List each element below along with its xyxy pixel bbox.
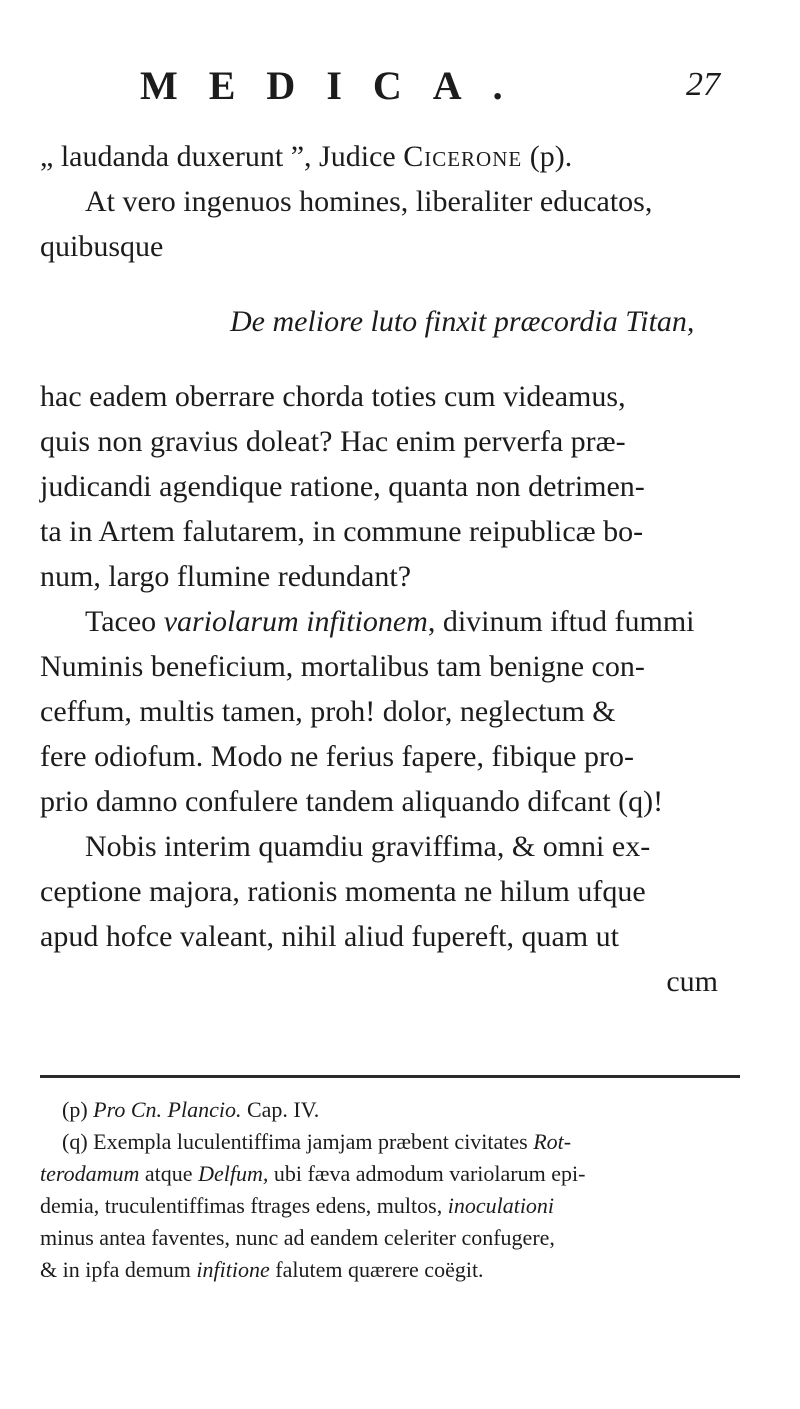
footnotes [40, 1094, 740, 1286]
text-line: „ laudanda duxerunt ”, Judice Cicerone (p). [40, 140, 573, 173]
text-line: ceptione majora, rationis momenta ne hilum ufque [40, 875, 646, 908]
text-line: prio damno confulere tandem aliquando difcant (q)! [40, 785, 664, 818]
text-line: Numinis beneficium, mortalibus tam benigne con- [40, 650, 645, 683]
text-line: fere odiofum. Modo ne ferius fapere, fibique pro- [40, 740, 634, 773]
footnote-line: & in ipfa demum infitione falutem quærere coëgit. [40, 1257, 484, 1282]
text-line: Nobis interim quamdiu graviffima, & omni ex- [85, 830, 651, 863]
page-number: 27 [686, 66, 720, 103]
text-line: num, largo flumine redundant? [40, 560, 412, 593]
italic-term: variolarum infitionem [163, 605, 428, 638]
text-line: quibusque [40, 230, 164, 263]
verse-quotation: De meliore luto finxit præcordia Titan, [230, 305, 695, 338]
text-line: ta in Artem falutarem, in commune reipublicæ bo- [40, 515, 644, 548]
text-line: Taceo variolarum infitionem, divinum iftud fummi [85, 605, 695, 638]
footnote-line: minus antea faventes, nunc ad eandem celeriter confugere, [40, 1225, 555, 1250]
main-text [40, 134, 740, 1004]
footnote-q: (q) Exempla luculentiffima jamjam præbent civitates Rot- [62, 1129, 572, 1154]
footnote-p: (p) Pro Cn. Plancio. Cap. IV. [62, 1097, 320, 1122]
catchword: cum [666, 965, 718, 998]
running-title: MEDICA. [140, 63, 534, 108]
footnote-line: terodamum atque Delfum, ubi fæva admodum variolarum epi- [40, 1161, 586, 1186]
running-head [140, 62, 720, 110]
text-line: hac eadem oberrare chorda toties cum videamus, [40, 380, 626, 413]
footnote-line: demia, truculentiffimas ftrages edens, multos, inoculationi [40, 1193, 555, 1218]
text-line: ceffum, multis tamen, proh! dolor, neglectum & [40, 695, 616, 728]
text-line: judicandi agendique ratione, quanta non detrimen- [40, 470, 645, 503]
text-line: apud hofce valeant, nihil aliud fupereft, quam ut [40, 920, 619, 953]
text-line: quis non gravius doleat? Hac enim perverfa præ- [40, 425, 626, 458]
text-line: At vero ingenuos homines, liberaliter educatos, [85, 185, 653, 218]
author-name: Cicerone [403, 140, 523, 173]
footnote-divider [40, 1075, 740, 1078]
